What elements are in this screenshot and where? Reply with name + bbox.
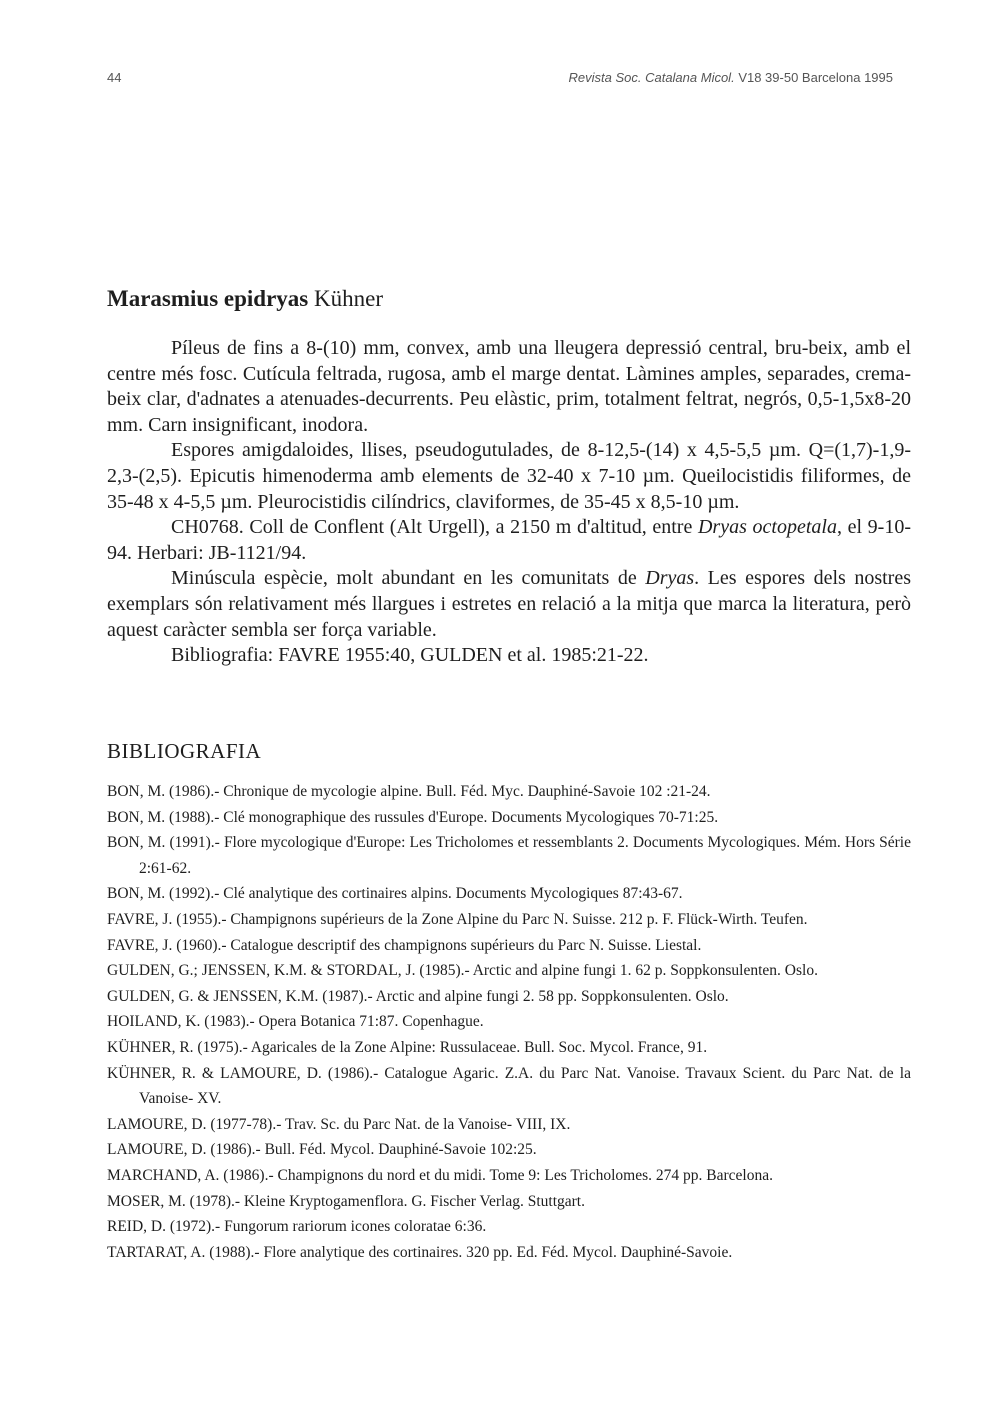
bibliography-entry: FAVRE, J. (1960).- Catalogue descriptif des champignons supérieurs du Parc N. Suisse. Liestal. bbox=[107, 936, 702, 954]
journal-name: Revista Soc. Catalana Micol. bbox=[568, 70, 735, 85]
bibliography-entry: BON, M. (1991).- Flore mycologique d'Europe: Les Tricholomes et ressemblants 2. Documents Mycologiques. Mém. Hors Série 2:61-62. bbox=[107, 834, 911, 877]
running-head bbox=[569, 70, 894, 85]
species-heading bbox=[107, 286, 383, 312]
bibliography-entry: BON, M. (1992).- Clé analytique des cortinaires alpins. Documents Mycologiques 87:43-67. bbox=[107, 885, 683, 903]
bibliography-entry: GULDEN, G. & JENSSEN, K.M. (1987).- Arctic and alpine fungi 2. 58 pp. Soppkonsulenten. Oslo. bbox=[107, 987, 729, 1005]
notes-text: Minúscula espècie, molt abundant en les comunitats de bbox=[171, 567, 646, 590]
microscopy-paragraph: Espores amigdaloides, llises, pseudogutulades, de 8-12,5-(14) x 4,5-5,5 µm. Q=(1,7)-1,9-2,3-(2,5). Epicutis himenoderma amb elements de 32-40 x 7-10 µm. Queilocistidis filiformes, de 35-48 x 4-5,5 µm. Pleurocistidis cilíndrics, claviformes, de 35-45 x 8,5-10 µm. bbox=[107, 439, 911, 513]
article-body bbox=[107, 336, 911, 669]
bibliography-entry: KÜHNER, R. & LAMOURE, D. (1986).- Catalogue Agaric. Z.A. du Parc Nat. Vanoise. Travaux Scient. du Parc Nat. de la Vanoise- XV. bbox=[107, 1064, 911, 1108]
bibliography-entry: KÜHNER, R. (1975).- Agaricales de la Zone Alpine: Russulaceae. Bull. Soc. Mycol. France, 91. bbox=[107, 1038, 708, 1056]
bibliography-entry: TARTARAT, A. (1988).- Flore analytique des cortinaires. 320 pp. Ed. Féd. Mycol. Dauphiné-Savoie. bbox=[107, 1243, 733, 1261]
species-author: Kühner bbox=[314, 286, 383, 311]
bibliography-entry: LAMOURE, D. (1986).- Bull. Féd. Mycol. Dauphiné-Savoie 102:25. bbox=[107, 1141, 537, 1159]
bibliography-list bbox=[107, 779, 911, 1265]
notes-details: . Les espores dels nostres exemplars són relativament més llargues i estretes en relació a la mitja que marca la literatura, però aquest caràcter sembla ser força variable. bbox=[107, 567, 911, 641]
bibliography-entry: FAVRE, J. (1955).- Champignons supérieurs de la Zone Alpine du Parc N. Suisse. 212 p. F. Flück-Wirth. Teufen. bbox=[107, 910, 808, 928]
bibliography-entry: REID, D. (1972).- Fungorum rariorum icones coloratae 6:36. bbox=[107, 1218, 487, 1236]
volume-info: V18 39-50 Barcelona 1995 bbox=[738, 70, 893, 85]
bibliography-entry: MOSER, M. (1978).- Kleine Kryptogamenflora. G. Fischer Verlag. Stuttgart. bbox=[107, 1192, 585, 1210]
collection-text: CH0768. Coll de Conflent (Alt Urgell), a 2150 m d'altitud, entre bbox=[171, 516, 698, 539]
bibliography-entry: BON, M. (1988).- Clé monographique des russules d'Europe. Documents Mycologiques 70-71:25. bbox=[107, 808, 719, 826]
bibliography-heading: BIBLIOGRAFIA bbox=[107, 739, 262, 763]
pileus-paragraph: Píleus de fins a 8-(10) mm, convex, amb una lleugera depressió central, bru-beix, amb el centre més fosc. Cutícula feltrada, rugosa, amb el marge dentat. Làmines amples, separades, crema-beix clar, d'adnates a atenuades-decurrents. Peu elàstic, prim, totalment feltrat, negrós, 0,5-1,5x8-20 mm. Carn insignificant, inodora. bbox=[107, 337, 911, 436]
page-number: 44 bbox=[107, 70, 122, 85]
bibliography-entry: BON, M. (1986).- Chronique de mycologie alpine. Bull. Féd. Myc. Dauphiné-Savoie 102 :21-24. bbox=[107, 783, 711, 800]
bibliography-entry: LAMOURE, D. (1977-78).- Trav. Sc. du Parc Nat. de la Vanoise- VIII, IX. bbox=[107, 1115, 571, 1133]
notes-paragraph bbox=[107, 566, 911, 643]
bibliography-entry: GULDEN, G.; JENSSEN, K.M. & STORDAL, J. (1985).- Arctic and alpine fungi 1. 62 p. Soppkonsulenten. Oslo. bbox=[107, 962, 818, 980]
species-name: Marasmius epidryas bbox=[107, 286, 309, 311]
bibliography-entry: MARCHAND, A. (1986).- Champignons du nord et du midi. Tome 9: Les Tricholomes. 274 pp. Barcelona. bbox=[107, 1166, 773, 1184]
collection-paragraph bbox=[107, 515, 911, 566]
bibliography-entry: HOILAND, K. (1983).- Opera Botanica 71:87. Copenhague. bbox=[107, 1013, 484, 1031]
bibliography-reference: Bibliografia: FAVRE 1955:40, GULDEN et al. 1985:21-22. bbox=[171, 644, 649, 667]
notes-taxon: Dryas bbox=[645, 567, 695, 590]
collection-details: , el 9-10-94. Herbari: JB-1121/94. bbox=[107, 516, 912, 564]
collection-taxon: Dryas octopetala bbox=[697, 516, 837, 539]
